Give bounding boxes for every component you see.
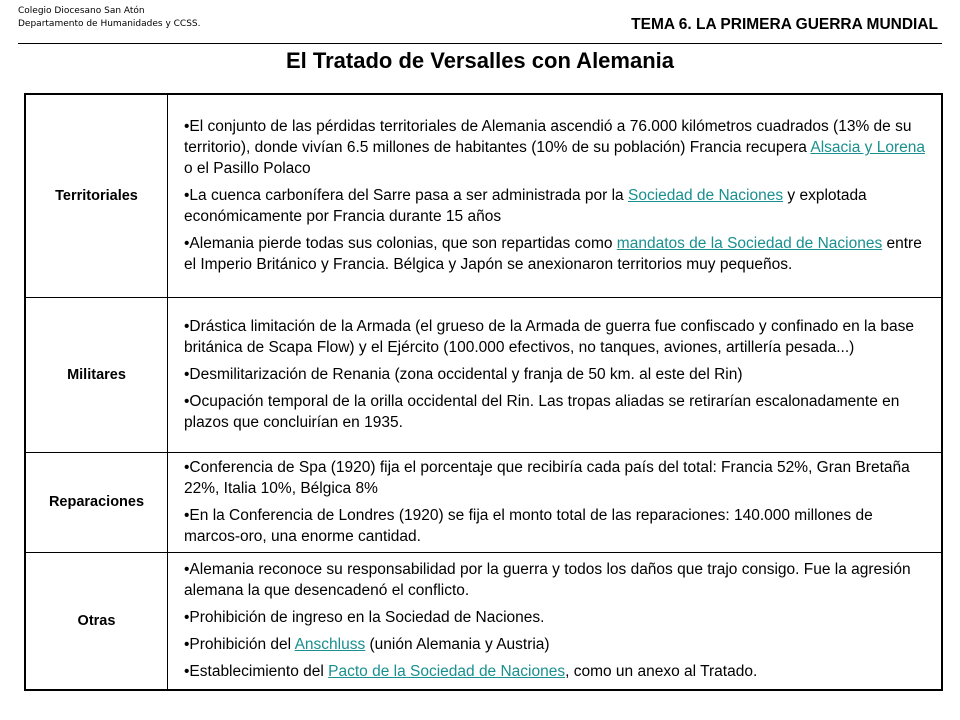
treaty-table — [24, 93, 943, 691]
bullet-text: •Drástica limitación de la Armada (el grueso de la Armada de guerra fue confiscado y confinado en la base británica de Scapa Flow) y el Ejército (100.000 efectivos, no tanques, aviones, artillería pesada...) — [184, 318, 915, 356]
bullet-text: •El conjunto de las pérdidas territoriales de Alemania ascendió a 76.000 kilómetros cuadrados (13% de su territorio), donde vivían 6.5 millones de habitantes (10% de su población) Francia recupera — [184, 118, 912, 157]
content-cell — [168, 297, 943, 452]
table-row — [25, 297, 942, 452]
school-header — [18, 5, 200, 31]
hyperlink[interactable]: mandatos de la Sociedad de Naciones — [616, 235, 883, 253]
school-name: Colegio Diocesano San Atón — [18, 6, 145, 16]
bullet-text: (unión Alemania y Austria) — [365, 636, 550, 654]
hyperlink[interactable]: Anschluss — [294, 636, 366, 654]
bullet-text: •Prohibición del — [184, 636, 295, 654]
department-name: Departamento de Humanidades y CCSS. — [18, 19, 201, 29]
page-title: El Tratado de Versalles con Alemania — [285, 48, 675, 73]
bullet-item — [184, 233, 925, 275]
bullet-item — [184, 391, 925, 433]
table-row — [25, 94, 942, 297]
bullet-text: •Desmilitarización de Renania (zona occidental y franja de 50 km. al este del Rin) — [184, 366, 743, 383]
bullet-item — [184, 457, 925, 499]
category-cell: Militares — [25, 297, 168, 452]
bullet-item — [184, 116, 925, 179]
content-cell — [168, 94, 943, 297]
hyperlink[interactable]: Pacto de la Sociedad de Naciones — [328, 663, 566, 681]
bullet-text: •Prohibición de ingreso en la Sociedad de Naciones. — [184, 609, 545, 627]
bullet-text: •Alemania reconoce su responsabilidad por la guerra y todos los daños que trajo consigo. Fue la agresión alemana la que desencadenó el conflicto. — [184, 561, 911, 600]
bullet-text: •Establecimiento del — [184, 663, 329, 681]
content-cell — [168, 452, 943, 552]
bullet-item — [184, 316, 925, 358]
hyperlink[interactable]: Sociedad de Naciones — [627, 187, 784, 205]
bullet-text: •Conferencia de Spa (1920) fija el porcentaje que recibiría cada país del total: Francia 52%, Gran Bretaña 22%, Italia 10%, Bélgica 8% — [184, 459, 910, 497]
table-row — [25, 552, 942, 690]
category-cell: Territoriales — [25, 94, 168, 297]
bullet-item — [184, 185, 925, 227]
category-cell: Reparaciones — [25, 452, 168, 552]
bullet-item — [184, 364, 925, 385]
table-row — [25, 452, 942, 552]
category-cell: Otras — [25, 552, 168, 690]
bullet-item — [184, 607, 925, 628]
bullet-item — [184, 634, 925, 655]
bullet-item — [184, 661, 925, 682]
bullet-text: •Ocupación temporal de la orilla occidental del Rin. Las tropas aliadas se retirarían escalonadamente en plazos que concluirían en 1935. — [184, 393, 900, 431]
bullet-text: , como un anexo al Tratado. — [565, 663, 758, 681]
bullet-text: •Alemania pierde todas sus colonias, que son repartidas como — [184, 235, 617, 253]
bullet-item — [184, 559, 925, 601]
hyperlink[interactable]: Alsacia y Lorena — [810, 139, 925, 157]
content-cell — [168, 552, 943, 690]
bullet-text: •La cuenca carbonífera del Sarre pasa a ser administrada por la — [184, 187, 628, 205]
bullet-text: y explotada económicamente por Francia durante 15 años — [184, 187, 867, 226]
header-divider — [18, 43, 942, 44]
bullet-text: entre el Imperio Británico y Francia. Bélgica y Japón se anexionaron territorios muy pequeños. — [184, 235, 922, 274]
bullet-text: •En la Conferencia de Londres (1920) se fija el monto total de las reparaciones: 140.000 millones de marcos-oro, una enorme cantidad. — [184, 507, 873, 545]
topic-heading: TEMA 6. LA PRIMERA GUERRA MUNDIAL — [631, 16, 938, 33]
bullet-text: o el Pasillo Polaco — [184, 160, 311, 178]
bullet-item — [184, 505, 925, 547]
treaty-table-body — [25, 94, 942, 690]
